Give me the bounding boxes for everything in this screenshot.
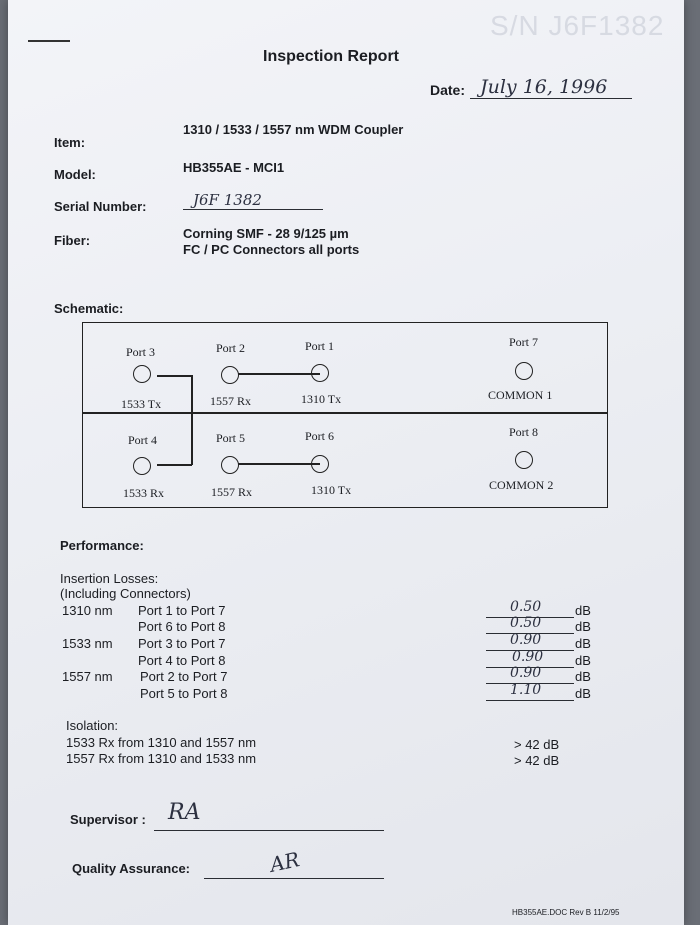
qa-line: [204, 878, 384, 879]
row-4-value: 0.90: [512, 649, 544, 665]
link-p3-p4-top: [157, 375, 192, 377]
row-6-path: Port 5 to Port 8: [140, 686, 228, 701]
port-8-signal: COMMON 2: [489, 478, 554, 492]
row-5-unit: dB: [575, 669, 591, 684]
port-2-label: Port 2: [216, 341, 246, 355]
port-3-label: Port 3: [126, 345, 156, 359]
port-6-circle: [311, 455, 329, 473]
item-value: 1310 / 1533 / 1557 nm WDM Coupler: [183, 122, 404, 137]
insertion-subtitle: (Including Connectors): [60, 586, 191, 601]
port-7-label: Port 7: [509, 335, 539, 349]
corner-mark: [28, 40, 70, 42]
link-p2-p1: [238, 373, 320, 375]
report-page: [8, 0, 684, 925]
row-3-unit: dB: [575, 636, 591, 651]
fiber-value-2: FC / PC Connectors all ports: [183, 242, 360, 257]
row-1-wavelength: 1310 nm: [62, 603, 113, 618]
date-label: Date:: [430, 82, 466, 98]
performance-label: Performance:: [60, 538, 144, 553]
row-3-path: Port 3 to Port 7: [138, 636, 226, 651]
doc-reference: HB355AE.DOC Rev B 11/2/95: [512, 908, 620, 917]
row-2-path: Port 6 to Port 8: [138, 619, 226, 634]
isolation-row-1-desc: 1533 Rx from 1310 and 1557 nm: [66, 735, 257, 750]
row-5-value: 0.90: [510, 665, 542, 681]
row-2-value: 0.50: [510, 615, 542, 631]
port-4-signal: 1533 Rx: [123, 486, 165, 500]
link-p3-p4-bottom: [157, 464, 192, 466]
link-p5-p6: [238, 463, 320, 465]
link-p3-p4-vertical: [191, 375, 193, 465]
supervisor-signature: RA: [168, 800, 201, 825]
port-8-circle: [515, 451, 533, 469]
port-1-signal: 1310 Tx: [301, 392, 342, 406]
port-6-signal: 1310 Tx: [311, 483, 352, 497]
port-6-label: Port 6: [305, 429, 335, 443]
item-label: Item:: [54, 135, 86, 150]
port-8-label: Port 8: [509, 425, 539, 439]
port-7-circle: [515, 362, 533, 380]
isolation-row-1-value: > 42 dB: [514, 737, 560, 752]
qa-label: Quality Assurance:: [72, 861, 191, 876]
port-7-signal: COMMON 1: [488, 388, 553, 402]
row-6-underline: [486, 700, 574, 701]
insertion-title: Insertion Losses:: [60, 571, 159, 586]
port-1-circle: [311, 364, 329, 382]
serial-value: J6F 1382: [193, 191, 262, 209]
supervisor-line: [154, 830, 384, 831]
date-underline: [470, 98, 632, 99]
port-4-label: Port 4: [128, 433, 158, 447]
row-3-wavelength: 1533 nm: [62, 636, 113, 651]
schematic-divider: [83, 412, 607, 414]
isolation-row-2-desc: 1557 Rx from 1310 and 1533 nm: [66, 751, 257, 766]
serial-underline: [183, 209, 323, 210]
row-1-unit: dB: [575, 603, 591, 618]
schematic-box: [82, 322, 608, 508]
fiber-value-1: Corning SMF - 28 9/125 µm: [183, 226, 349, 241]
port-5-circle: [221, 456, 239, 474]
model-value: HB355AE - MCI1: [183, 160, 285, 175]
row-5-path: Port 2 to Port 7: [140, 669, 228, 684]
port-5-label: Port 5: [216, 431, 246, 445]
port-3-circle: [133, 365, 151, 383]
sn-stamp: S/N J6F1382: [490, 10, 665, 41]
row-4-unit: dB: [575, 653, 591, 668]
port-2-signal: 1557 Rx: [210, 394, 252, 408]
row-5-wavelength: 1557 nm: [62, 669, 113, 684]
fiber-label: Fiber:: [54, 233, 91, 248]
port-5-signal: 1557 Rx: [211, 485, 253, 499]
qa-signature: AR: [267, 847, 302, 877]
row-2-unit: dB: [575, 619, 591, 634]
model-label: Model:: [54, 167, 96, 182]
port-2-circle: [221, 366, 239, 384]
row-4-path: Port 4 to Port 8: [138, 653, 226, 668]
port-1-label: Port 1: [305, 339, 335, 353]
schematic-label: Schematic:: [54, 301, 124, 316]
isolation-title: Isolation:: [66, 718, 119, 733]
row-6-value: 1.10: [510, 682, 542, 698]
row-1-value: 0.50: [510, 599, 542, 615]
date-value: July 16, 1996: [480, 76, 608, 98]
port-3-signal: 1533 Tx: [121, 397, 162, 411]
port-4-circle: [133, 457, 151, 475]
supervisor-label: Supervisor :: [70, 812, 146, 827]
isolation-row-2-value: > 42 dB: [514, 753, 560, 768]
serial-label: Serial Number:: [54, 199, 147, 214]
row-1-path: Port 1 to Port 7: [138, 603, 226, 618]
row-6-unit: dB: [575, 686, 591, 701]
page-title: Inspection Report: [263, 48, 400, 65]
row-3-value: 0.90: [510, 632, 542, 648]
